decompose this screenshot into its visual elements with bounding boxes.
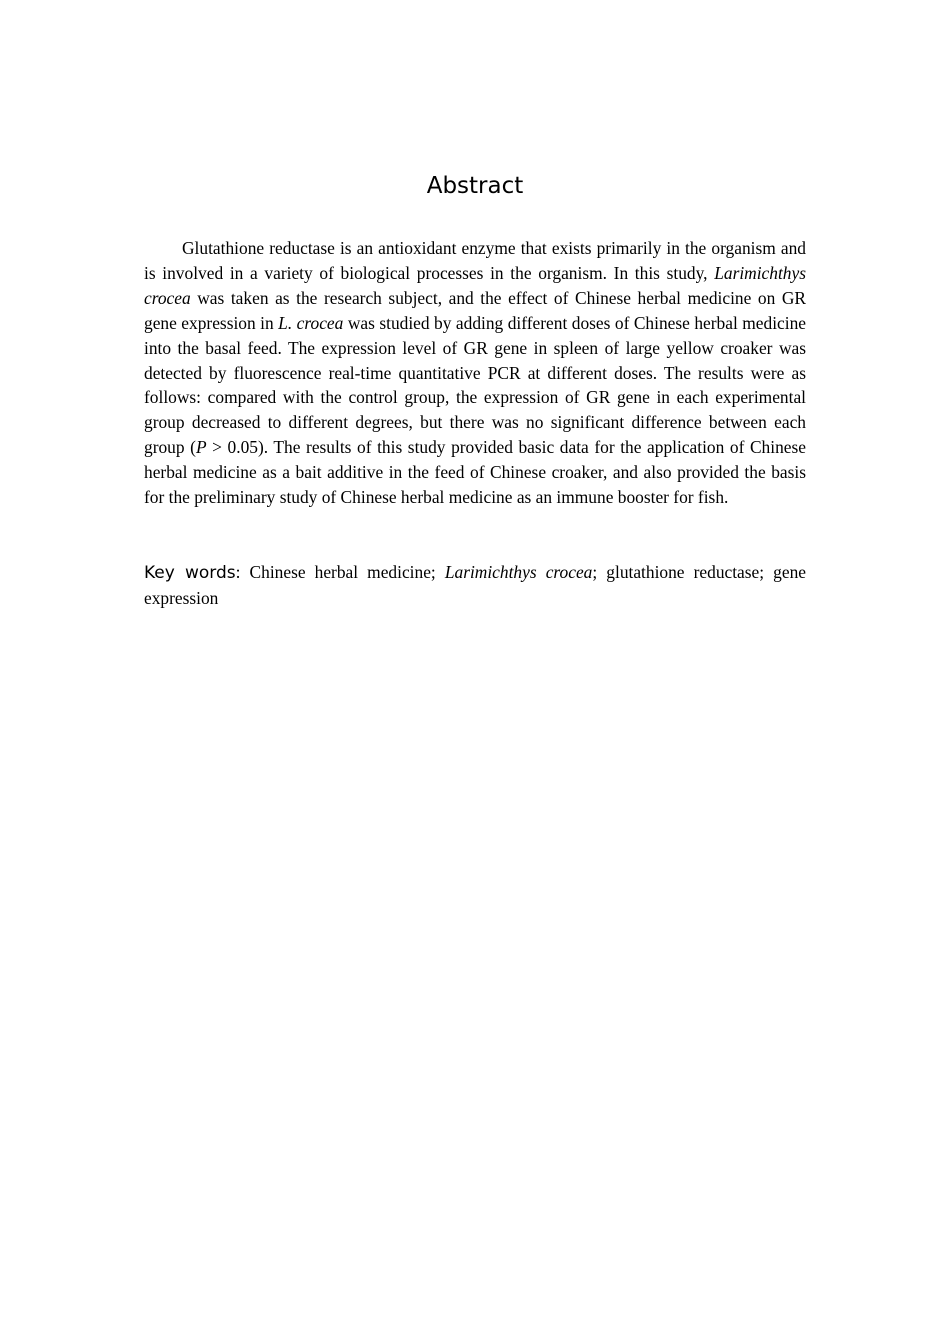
keyword-1: Chinese herbal medicine; <box>249 562 445 582</box>
keyword-species: Larimichthys crocea <box>444 562 593 582</box>
p-symbol: P <box>195 437 207 458</box>
keywords-sep: : <box>235 562 250 582</box>
abstract-body <box>144 236 806 510</box>
abstract-text-1: Glutathione reductase is an antioxidant enzyme that exists primarily in the organism and is involved in a variety of biological processes in the organism. In this study, <box>144 238 806 283</box>
abstract-title: Abstract <box>426 173 524 199</box>
keyword-rest: ; glutathione reductase; gene expression <box>144 562 807 608</box>
keywords-label: Key words <box>144 563 236 583</box>
abstract-text-4: > 0.05). The results of this study provided basic data for the application of Chinese herbal medicine as a bait additive in the feed of Chinese croaker, and also provided the basis for the preliminary study of Chinese herbal medicine as an immune booster for fish. <box>144 437 806 508</box>
species-name: Larimichthys crocea <box>144 262 806 308</box>
abstract-text-3: was studied by adding different doses of Chinese herbal medicine into the basal feed. The expression level of GR gene in spleen of large yellow croaker was detected by fluorescence real-time quantitative PCR at different doses. The results were as follows: compared with the control group, the expression of GR gene in each experimental group decreased to different degrees, but there was no significant difference between each group ( <box>144 312 806 458</box>
species-abbrev: L. crocea <box>278 312 344 333</box>
abstract-text-2: was taken as the research subject, and the effect of Chinese herbal medicine on GR gene expression in <box>144 287 806 333</box>
keywords <box>144 560 806 611</box>
